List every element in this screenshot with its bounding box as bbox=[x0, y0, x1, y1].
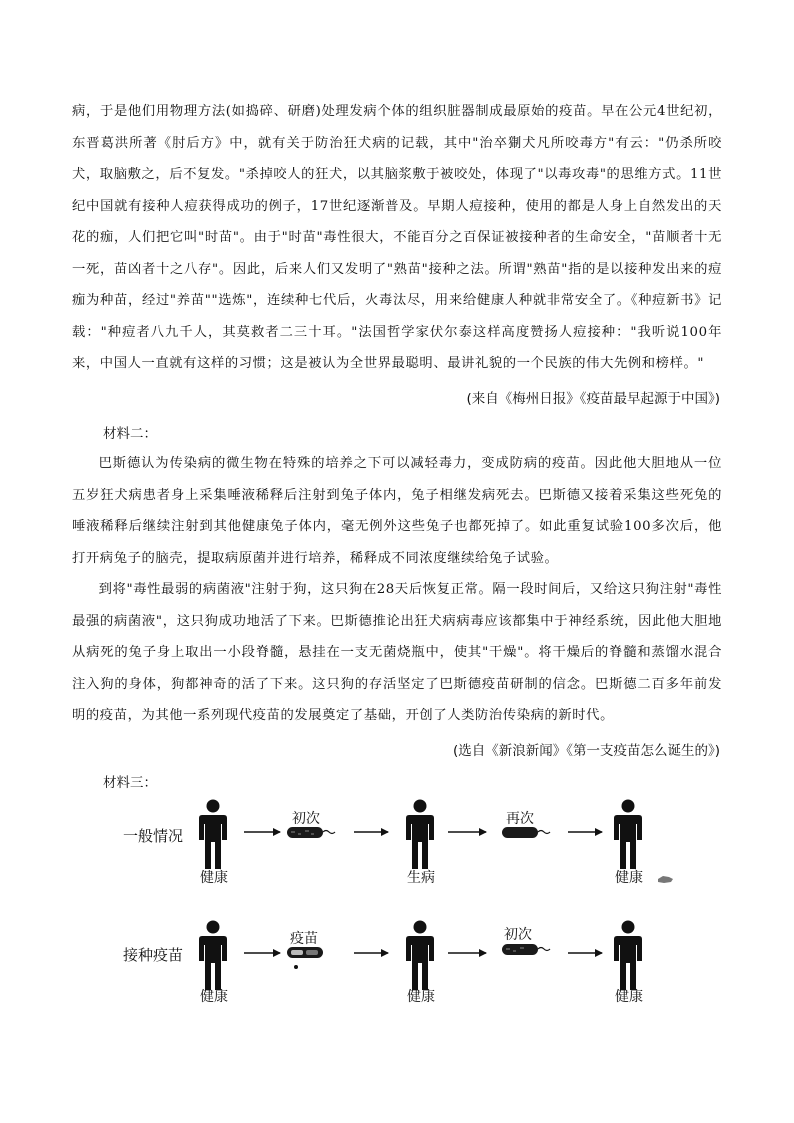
row1-step1-label: 初次 bbox=[292, 811, 320, 827]
pathogen-icon bbox=[287, 827, 335, 838]
row2-step2-label: 初次 bbox=[504, 927, 532, 943]
person-icon bbox=[614, 800, 642, 870]
person-icon bbox=[406, 921, 434, 991]
row1-person2-status: 生病 bbox=[407, 870, 435, 886]
person-icon bbox=[199, 921, 227, 991]
pathogen-icon bbox=[502, 827, 550, 838]
source-citation-1: (来自《梅州日报》《疫苗最早起源于中国》) bbox=[466, 391, 720, 407]
smudge-mark bbox=[658, 876, 673, 883]
row2-person3-status: 健康 bbox=[615, 989, 643, 1005]
person-icon bbox=[406, 800, 434, 870]
row2-person2-status: 健康 bbox=[407, 989, 435, 1005]
row1-person3-status: 健康 bbox=[615, 870, 643, 886]
material2-label: 材料二： bbox=[103, 426, 157, 442]
row1-person1-status: 健康 bbox=[200, 870, 228, 886]
paragraph-material2-b: 到将"毒性最弱的病菌液"注射于狗，这只狗在28天后恢复正常。隔一段时间后，又给这只狗注射"毒性最强的病菌液"，这只狗成功地活了下来。巴斯德推论出狂犬病病毒应该都集中于神经系统，因此他大胆地从病死的兔子身上取出一小段脊髓，悬挂在一支无菌烧瓶中，使其"干燥"。将干燥后的脊髓和蒸馏水混合注入狗的身体，狗都神奇的活了下来。这只狗的存活坚定了巴斯德疫苗研制的信念。巴斯德二百多年前发明的疫苗，为其他一系列现代疫苗的发展奠定了基础，开创了人类防治传染病的新时代。 bbox=[72, 582, 722, 723]
paragraph-material1: 病，于是他们用物理方法(如捣碎、研磨)处理发病个体的组织脏器制成最原始的疫苗。早在公元4世纪初，东晋葛洪所著《肘后方》中，就有关于防治狂犬病的记载，其中"治卒猘犬凡所咬毒方"有云："仍杀所咬犬，取脑敷之，后不复发。"杀掉咬人的狂犬，以其脑浆敷于被咬处，体现了"以毒攻毒"的思维方式。11世纪中国就有接种人痘获得成功的例子，17世纪逐渐普及。早期人痘接种，使用的都是人身上自然发出的天花的痂，人们把它叫"时苗"。由于"时苗"毒性很大，不能百分之百保证被接种者的生命安全，"苗顺者十无一死，苗凶者十之八存"。因此，后来人们又发明了"熟苗"接种之法。所谓"熟苗"指的是以接种发出来的痘痂为种苗，经过"养苗""选炼"，连续种七代后，火毒汰尽，用来给健康人种就非常安全了。《种痘新书》记载："种痘者八九千人，其莫救者二三十耳。"法国哲学家伏尔泰这样高度赞扬人痘接种："我听说100年来，中国人一直就有这样的习惯；这是被认为全世界最聪明、最讲礼貌的一个民族的伟大先例和榜样。" bbox=[72, 104, 722, 371]
vaccine-icon bbox=[287, 947, 323, 969]
material3-label: 材料三： bbox=[103, 775, 157, 791]
pathogen-icon bbox=[502, 944, 550, 955]
row1-step2-label: 再次 bbox=[506, 811, 534, 827]
paragraph-material2-a: 巴斯德认为传染病的微生物在特殊的培养之下可以减轻毒力，变成防病的疫苗。因此他大胆地从一位五岁狂犬病患者身上采集唾液稀释后注射到兔子体内，兔子相继发病死去。巴斯德又接着采集这些死兔的唾液稀释后继续注射到其他健康兔子体内，毫无例外这些兔子也都死掉了。如此重复试验100多次后，他打开病兔子的脑壳，提取病原菌并进行培养，稀释成不同浓度继续给兔子试验。 bbox=[72, 456, 722, 566]
row2-step1-label: 疫苗 bbox=[290, 931, 318, 947]
source-citation-2: (选自《新浪新闻》《第一支疫苗怎么诞生的》) bbox=[452, 743, 720, 759]
row2-person1-status: 健康 bbox=[200, 989, 228, 1005]
row1-label: 一般情况 bbox=[123, 827, 184, 845]
person-icon bbox=[199, 800, 227, 870]
person-icon bbox=[614, 921, 642, 991]
row2-label: 接种疫苗 bbox=[123, 946, 184, 964]
